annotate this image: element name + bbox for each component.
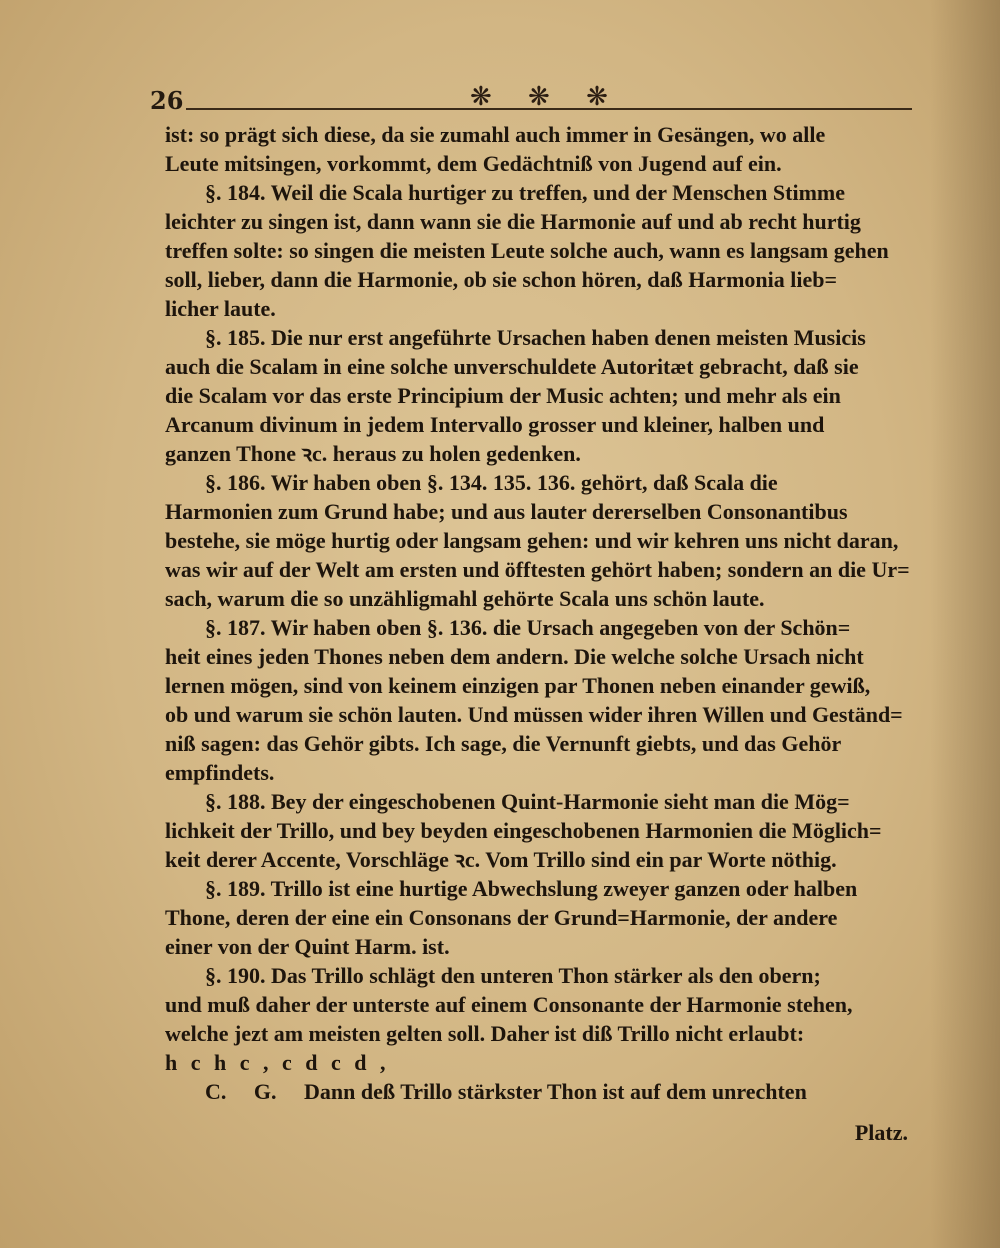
- harmony-labels-line: C. G. Dann deß Trillo stärkster Thon ist auf dem unrechten: [205, 1079, 807, 1104]
- text-line: Arcanum divinum in jedem Intervallo grosser und kleiner, halben und: [165, 412, 825, 437]
- paragraph-190-start: §. 190. Das Trillo schlägt den unteren Thon stärker als den obern;: [205, 963, 821, 988]
- text-line: soll, lieber, dann die Harmonie, ob sie schon hören, daß Harmonia lieb=: [165, 267, 838, 292]
- text-line: ob und warum sie schön lauten. Und müssen wider ihren Willen und Geständ=: [165, 702, 903, 727]
- paragraph-189-start: §. 189. Trillo ist eine hurtige Abwechslung zweyer ganzen oder halben: [205, 876, 858, 901]
- text-line: ist: so prägt sich diese, da sie zumahl auch immer in Gesängen, wo alle: [165, 122, 826, 147]
- page-edge-shadow: [930, 0, 1000, 1248]
- header-ornament-icon: ❋ ❋ ❋: [470, 82, 622, 112]
- text-line: was wir auf der Welt am ersten und öfftesten gehört haben; sondern an die Ur=: [165, 557, 910, 582]
- text-line: licher laute.: [165, 296, 276, 321]
- text-line: niß sagen: das Gehör gibts. Ich sage, die Vernunft giebts, und das Gehör: [165, 731, 842, 756]
- text-line: lichkeit der Trillo, und bey beyden eingeschobenen Harmonien die Möglich=: [165, 818, 882, 843]
- text-line: leichter zu singen ist, dann wann sie die Harmonie auf und ab recht hurtig: [165, 209, 861, 234]
- paragraph-188-start: §. 188. Bey der eingeschobenen Quint-Harmonie sieht man die Mög=: [205, 789, 850, 814]
- text-line: lernen mögen, sind von keinem einzigen par Thonen neben einander gewiß,: [165, 673, 871, 698]
- paragraph-184-start: §. 184. Weil die Scala hurtiger zu treffen, und der Menschen Stimme: [205, 180, 846, 205]
- body-text: [165, 120, 910, 1106]
- paragraph-185-start: §. 185. Die nur erst angeführte Ursachen haben denen meisten Musicis: [205, 325, 866, 350]
- text-line: heit eines jeden Thones neben dem andern. Die welche solche Ursach nicht: [165, 644, 864, 669]
- paragraph-186-start: §. 186. Wir haben oben §. 134. 135. 136. gehört, daß Scala die: [205, 470, 778, 495]
- text-line: welche jezt am meisten gelten soll. Daher ist diß Trillo nicht erlaubt:: [165, 1021, 805, 1046]
- text-line: Leute mitsingen, vorkommt, dem Gedächtniß von Jugend auf ein.: [165, 151, 782, 176]
- text-line: ganzen Thone ꝛc. heraus zu holen gedenken.: [165, 441, 581, 466]
- header-rule: [186, 108, 912, 110]
- text-line: empfindets.: [165, 760, 275, 785]
- page-number: 26: [150, 86, 184, 115]
- text-line: sach, warum die so unzähligmahl gehörte Scala uns schön laute.: [165, 586, 765, 611]
- text-line: treffen solte: so singen die meisten Leute solche auch, wann es langsam gehen: [165, 238, 889, 263]
- text-line: und muß daher der unterste auf einem Consonante der Harmonie stehen,: [165, 992, 853, 1017]
- music-notation-line: h c h c , c d c d ,: [165, 1050, 390, 1075]
- text-line: einer von der Quint Harm. ist.: [165, 934, 450, 959]
- text-line: keit derer Accente, Vorschläge ꝛc. Vom Trillo sind ein par Worte nöthig.: [165, 847, 837, 872]
- text-line: Harmonien zum Grund habe; und aus lauter dererselben Consonantibus: [165, 499, 848, 524]
- text-line: Thone, deren der eine ein Consonans der Grund=Harmonie, der andere: [165, 905, 838, 930]
- text-line: die Scalam vor das erste Principium der Music achten; und mehr als ein: [165, 383, 841, 408]
- text-line: bestehe, sie möge hurtig oder langsam gehen: und wir kehren uns nicht daran,: [165, 528, 899, 553]
- text-line: auch die Scalam in eine solche unverschuldete Autoritæt gebracht, daß sie: [165, 354, 859, 379]
- paragraph-187-start: §. 187. Wir haben oben §. 136. die Ursach angegeben von der Schön=: [205, 615, 851, 640]
- page-header: [150, 80, 910, 120]
- catchword: Platz.: [854, 1120, 908, 1145]
